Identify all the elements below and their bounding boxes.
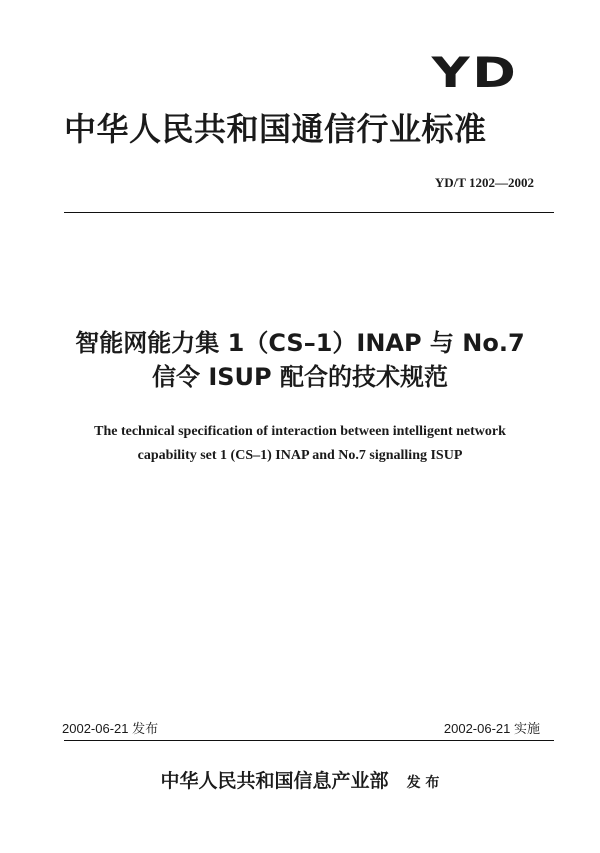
- chinese-title: [0, 326, 600, 394]
- issuer-line: [0, 766, 600, 793]
- issuer-name: 中华人民共和国信息产业部: [160, 770, 389, 792]
- top-divider: [64, 212, 554, 213]
- org-title: 中华人民共和国通信行业标准: [64, 110, 487, 148]
- implement-date: 2002-06-21 实施: [443, 721, 540, 736]
- english-title: [60, 420, 540, 468]
- publish-date: 2002-06-21 发布: [62, 721, 159, 736]
- english-title-line-2: capability set 1 (CS–1) INAP and No.7 signalling ISUP: [137, 448, 463, 463]
- chinese-title-line-2: 信令 ISUP 配合的技术规范: [151, 363, 448, 391]
- standard-number: YD/T 1202—2002: [434, 175, 534, 190]
- yd-logo: YD: [431, 48, 518, 97]
- english-title-line-1: The technical specification of interaction between intelligent network: [94, 424, 506, 439]
- chinese-title-line-1: 智能网能力集 1（CS–1）INAP 与 No.7: [75, 329, 525, 357]
- issuer-action: 发 布: [406, 775, 440, 791]
- bottom-divider: [64, 740, 554, 741]
